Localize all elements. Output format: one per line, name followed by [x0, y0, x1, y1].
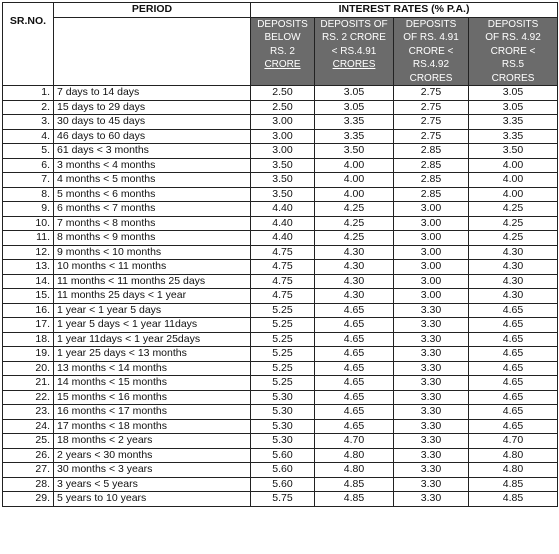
interest-rate-table	[2, 2, 558, 507]
rate-2cr-to-4-91cr-cell: 4.00	[315, 158, 394, 173]
rate-below-2cr-cell: 4.40	[251, 231, 315, 246]
sr-no-cell: 21.	[3, 376, 54, 391]
rate-below-2cr-cell: 3.50	[251, 173, 315, 188]
header-line: CRORE	[264, 59, 301, 70]
rate-4-91cr-to-4-92cr-cell: 3.30	[394, 492, 469, 507]
rate-4-91cr-to-4-92cr-cell: 2.75	[394, 115, 469, 130]
rate-2cr-to-4-91cr-cell: 3.50	[315, 144, 394, 159]
sr-no-cell: 7.	[3, 173, 54, 188]
period-cell: 30 days to 45 days	[54, 115, 251, 130]
period-cell: 30 months < 3 years	[54, 463, 251, 478]
table-header	[3, 3, 558, 86]
sr-no-cell: 2.	[3, 100, 54, 115]
rate-4-91cr-to-4-92cr-cell: 3.30	[394, 376, 469, 391]
table-row	[3, 492, 558, 507]
rate-below-2cr-cell: 2.50	[251, 86, 315, 101]
rate-2cr-to-4-91cr-cell: 4.80	[315, 463, 394, 478]
period-cell: 8 months < 9 months	[54, 231, 251, 246]
sr-no-cell: 11.	[3, 231, 54, 246]
header-line: OF RS. 4.92	[485, 32, 541, 43]
period-cell: 15 days to 29 days	[54, 100, 251, 115]
period-cell: 5 months < 6 months	[54, 187, 251, 202]
rate-4-92cr-to-5cr-cell: 4.30	[469, 274, 558, 289]
table-row	[3, 245, 558, 260]
rate-4-92cr-to-5cr-cell: 4.80	[469, 463, 558, 478]
rate-4-91cr-to-4-92cr-cell: 3.30	[394, 390, 469, 405]
sr-no-cell: 27.	[3, 463, 54, 478]
rate-4-91cr-to-4-92cr-cell: 3.30	[394, 332, 469, 347]
table-row	[3, 419, 558, 434]
period-cell: 14 months < 15 months	[54, 376, 251, 391]
rate-2cr-to-4-91cr-cell: 4.30	[315, 260, 394, 275]
rate-4-92cr-to-5cr-cell: 4.00	[469, 158, 558, 173]
rate-below-2cr-cell: 5.60	[251, 463, 315, 478]
rate-4-92cr-to-5cr-cell: 4.65	[469, 318, 558, 333]
header-sr-no: SR.NO.	[3, 3, 54, 86]
rate-2cr-to-4-91cr-cell: 4.25	[315, 202, 394, 217]
rate-4-92cr-to-5cr-cell: 4.25	[469, 216, 558, 231]
rate-4-92cr-to-5cr-cell: 4.30	[469, 289, 558, 304]
table-row	[3, 144, 558, 159]
header-deposits-4-92cr-to-5cr	[469, 17, 558, 86]
rate-below-2cr-cell: 5.60	[251, 477, 315, 492]
rate-2cr-to-4-91cr-cell: 4.30	[315, 289, 394, 304]
period-cell: 6 months < 7 months	[54, 202, 251, 217]
rate-below-2cr-cell: 5.25	[251, 361, 315, 376]
period-cell: 61 days < 3 months	[54, 144, 251, 159]
rate-4-91cr-to-4-92cr-cell: 2.85	[394, 187, 469, 202]
period-cell: 1 year 5 days < 1 year 11days	[54, 318, 251, 333]
sr-no-cell: 10.	[3, 216, 54, 231]
table-row	[3, 463, 558, 478]
sr-no-cell: 22.	[3, 390, 54, 405]
rate-4-92cr-to-5cr-cell: 4.65	[469, 405, 558, 420]
rate-2cr-to-4-91cr-cell: 4.00	[315, 173, 394, 188]
rate-4-91cr-to-4-92cr-cell: 3.30	[394, 405, 469, 420]
rate-4-92cr-to-5cr-cell: 4.80	[469, 448, 558, 463]
table-row	[3, 173, 558, 188]
table-body	[3, 86, 558, 507]
rate-below-2cr-cell: 3.00	[251, 115, 315, 130]
table-row	[3, 448, 558, 463]
rate-4-92cr-to-5cr-cell: 4.65	[469, 390, 558, 405]
table-row	[3, 318, 558, 333]
header-line: CRORES	[332, 59, 376, 70]
period-cell: 11 months < 11 months 25 days	[54, 274, 251, 289]
rate-4-92cr-to-5cr-cell: 3.35	[469, 115, 558, 130]
header-line: BELOW	[264, 32, 301, 43]
sr-no-cell: 12.	[3, 245, 54, 260]
rate-4-92cr-to-5cr-cell: 4.25	[469, 202, 558, 217]
rate-4-92cr-to-5cr-cell: 4.25	[469, 231, 558, 246]
header-period-blank	[54, 17, 251, 86]
rate-2cr-to-4-91cr-cell: 4.85	[315, 477, 394, 492]
rate-4-91cr-to-4-92cr-cell: 3.30	[394, 434, 469, 449]
header-line: RS. 2	[269, 45, 295, 57]
rate-4-91cr-to-4-92cr-cell: 3.30	[394, 463, 469, 478]
rate-4-92cr-to-5cr-cell: 3.35	[469, 129, 558, 144]
rate-4-92cr-to-5cr-cell: 4.65	[469, 419, 558, 434]
rate-4-91cr-to-4-92cr-cell: 3.30	[394, 318, 469, 333]
sr-no-cell: 5.	[3, 144, 54, 159]
rate-below-2cr-cell: 5.25	[251, 318, 315, 333]
sr-no-cell: 29.	[3, 492, 54, 507]
sr-no-cell: 4.	[3, 129, 54, 144]
rate-4-92cr-to-5cr-cell: 4.70	[469, 434, 558, 449]
rate-2cr-to-4-91cr-cell: 4.65	[315, 390, 394, 405]
header-row-main	[3, 3, 558, 18]
period-cell: 3 months < 4 months	[54, 158, 251, 173]
rate-4-91cr-to-4-92cr-cell: 3.00	[394, 216, 469, 231]
table-row	[3, 405, 558, 420]
rate-4-91cr-to-4-92cr-cell: 2.75	[394, 129, 469, 144]
rate-below-2cr-cell: 5.25	[251, 347, 315, 362]
period-cell: 11 months 25 days < 1 year	[54, 289, 251, 304]
table-row	[3, 477, 558, 492]
header-period: PERIOD	[54, 3, 251, 18]
table-row	[3, 216, 558, 231]
period-cell: 1 year 25 days < 13 months	[54, 347, 251, 362]
rate-4-92cr-to-5cr-cell: 4.65	[469, 361, 558, 376]
rate-4-92cr-to-5cr-cell: 4.30	[469, 245, 558, 260]
rate-2cr-to-4-91cr-cell: 4.65	[315, 318, 394, 333]
rate-4-92cr-to-5cr-cell: 3.05	[469, 100, 558, 115]
rate-4-91cr-to-4-92cr-cell: 3.00	[394, 289, 469, 304]
rate-2cr-to-4-91cr-cell: 4.65	[315, 332, 394, 347]
sr-no-cell: 8.	[3, 187, 54, 202]
rate-4-91cr-to-4-92cr-cell: 3.30	[394, 361, 469, 376]
table-row	[3, 347, 558, 362]
rate-2cr-to-4-91cr-cell: 4.65	[315, 303, 394, 318]
rate-2cr-to-4-91cr-cell: 4.80	[315, 448, 394, 463]
rate-4-92cr-to-5cr-cell: 4.00	[469, 173, 558, 188]
table-row	[3, 361, 558, 376]
rate-4-92cr-to-5cr-cell: 4.65	[469, 376, 558, 391]
rate-2cr-to-4-91cr-cell: 3.35	[315, 115, 394, 130]
table-row	[3, 274, 558, 289]
sr-no-cell: 13.	[3, 260, 54, 275]
rate-4-92cr-to-5cr-cell: 4.00	[469, 187, 558, 202]
rate-2cr-to-4-91cr-cell: 4.85	[315, 492, 394, 507]
header-line: DEPOSITS OF	[320, 18, 388, 30]
period-cell: 17 months < 18 months	[54, 419, 251, 434]
header-line: DEPOSITS	[257, 18, 308, 30]
rate-4-91cr-to-4-92cr-cell: 3.30	[394, 347, 469, 362]
header-line: < RS.4.91	[331, 45, 377, 57]
rate-4-92cr-to-5cr-cell: 4.85	[469, 492, 558, 507]
period-cell: 3 years < 5 years	[54, 477, 251, 492]
sr-no-cell: 9.	[3, 202, 54, 217]
rate-4-92cr-to-5cr-cell: 4.65	[469, 347, 558, 362]
rate-4-91cr-to-4-92cr-cell: 3.00	[394, 202, 469, 217]
rate-2cr-to-4-91cr-cell: 4.70	[315, 434, 394, 449]
rate-4-91cr-to-4-92cr-cell: 3.00	[394, 245, 469, 260]
rate-below-2cr-cell: 4.75	[251, 260, 315, 275]
sr-no-cell: 23.	[3, 405, 54, 420]
rate-4-92cr-to-5cr-cell: 4.30	[469, 260, 558, 275]
header-line: CRORES	[409, 72, 453, 84]
header-line: RS.5	[501, 59, 525, 70]
rate-below-2cr-cell: 5.30	[251, 434, 315, 449]
table-row	[3, 332, 558, 347]
rate-2cr-to-4-91cr-cell: 4.00	[315, 187, 394, 202]
sr-no-cell: 3.	[3, 115, 54, 130]
sr-no-cell: 14.	[3, 274, 54, 289]
header-line: RS.4.92	[412, 59, 450, 70]
rate-below-2cr-cell: 4.75	[251, 245, 315, 260]
rate-below-2cr-cell: 4.75	[251, 274, 315, 289]
header-deposits-4-91cr-to-4-92cr	[394, 17, 469, 86]
sr-no-cell: 6.	[3, 158, 54, 173]
sr-no-cell: 16.	[3, 303, 54, 318]
header-deposits-below-2cr	[251, 17, 315, 86]
period-cell: 7 days to 14 days	[54, 86, 251, 101]
rate-4-92cr-to-5cr-cell: 4.65	[469, 332, 558, 347]
rate-2cr-to-4-91cr-cell: 4.65	[315, 419, 394, 434]
rate-below-2cr-cell: 5.75	[251, 492, 315, 507]
rate-2cr-to-4-91cr-cell: 4.65	[315, 405, 394, 420]
rate-2cr-to-4-91cr-cell: 3.05	[315, 86, 394, 101]
header-line: RS. 2 CRORE	[322, 32, 386, 43]
rate-below-2cr-cell: 3.00	[251, 129, 315, 144]
rate-4-92cr-to-5cr-cell: 4.65	[469, 303, 558, 318]
rate-4-92cr-to-5cr-cell: 4.85	[469, 477, 558, 492]
header-deposits-2cr-to-4-91cr	[315, 17, 394, 86]
period-cell: 2 years < 30 months	[54, 448, 251, 463]
sr-no-cell: 18.	[3, 332, 54, 347]
rate-4-91cr-to-4-92cr-cell: 2.85	[394, 144, 469, 159]
rate-below-2cr-cell: 2.50	[251, 100, 315, 115]
rate-below-2cr-cell: 5.30	[251, 419, 315, 434]
rate-2cr-to-4-91cr-cell: 4.25	[315, 216, 394, 231]
rate-below-2cr-cell: 3.50	[251, 158, 315, 173]
rate-below-2cr-cell: 5.60	[251, 448, 315, 463]
rate-4-91cr-to-4-92cr-cell: 3.00	[394, 274, 469, 289]
rate-below-2cr-cell: 5.30	[251, 405, 315, 420]
period-cell: 9 months < 10 months	[54, 245, 251, 260]
rate-2cr-to-4-91cr-cell: 4.65	[315, 347, 394, 362]
table-row	[3, 260, 558, 275]
rate-below-2cr-cell: 5.25	[251, 303, 315, 318]
period-cell: 10 months < 11 months	[54, 260, 251, 275]
table-row	[3, 202, 558, 217]
rate-4-91cr-to-4-92cr-cell: 3.30	[394, 477, 469, 492]
table-row	[3, 390, 558, 405]
period-cell: 1 year 11days < 1 year 25days	[54, 332, 251, 347]
period-cell: 4 months < 5 months	[54, 173, 251, 188]
rate-2cr-to-4-91cr-cell: 4.25	[315, 231, 394, 246]
header-line: CRORES	[491, 72, 535, 84]
table-row	[3, 376, 558, 391]
sr-no-cell: 26.	[3, 448, 54, 463]
header-row-sub	[3, 17, 558, 86]
rate-below-2cr-cell: 4.40	[251, 202, 315, 217]
rate-2cr-to-4-91cr-cell: 4.65	[315, 361, 394, 376]
rate-4-91cr-to-4-92cr-cell: 2.85	[394, 173, 469, 188]
rate-below-2cr-cell: 4.75	[251, 289, 315, 304]
rate-below-2cr-cell: 5.25	[251, 376, 315, 391]
period-cell: 18 months < 2 years	[54, 434, 251, 449]
period-cell: 15 months < 16 months	[54, 390, 251, 405]
rate-4-91cr-to-4-92cr-cell: 2.75	[394, 86, 469, 101]
sr-no-cell: 19.	[3, 347, 54, 362]
rate-4-92cr-to-5cr-cell: 3.50	[469, 144, 558, 159]
header-line: OF RS. 4.91	[403, 32, 459, 43]
table-row	[3, 303, 558, 318]
sr-no-cell: 25.	[3, 434, 54, 449]
table-row	[3, 158, 558, 173]
period-cell: 5 years to 10 years	[54, 492, 251, 507]
rate-4-92cr-to-5cr-cell: 3.05	[469, 86, 558, 101]
rate-below-2cr-cell: 5.25	[251, 332, 315, 347]
rate-below-2cr-cell: 5.30	[251, 390, 315, 405]
rate-4-91cr-to-4-92cr-cell: 3.30	[394, 303, 469, 318]
sr-no-cell: 28.	[3, 477, 54, 492]
table-row	[3, 100, 558, 115]
rate-4-91cr-to-4-92cr-cell: 2.75	[394, 100, 469, 115]
period-cell: 46 days to 60 days	[54, 129, 251, 144]
period-cell: 16 months < 17 months	[54, 405, 251, 420]
interest-rate-table-container	[2, 2, 558, 507]
header-line: CRORE <	[490, 45, 536, 57]
rate-below-2cr-cell: 4.40	[251, 216, 315, 231]
header-interest-rates: INTEREST RATES (% P.A.)	[251, 3, 558, 18]
rate-2cr-to-4-91cr-cell: 4.30	[315, 245, 394, 260]
rate-below-2cr-cell: 3.00	[251, 144, 315, 159]
header-line: CRORE <	[408, 45, 454, 57]
rate-2cr-to-4-91cr-cell: 4.65	[315, 376, 394, 391]
table-row	[3, 86, 558, 101]
sr-no-cell: 24.	[3, 419, 54, 434]
table-row	[3, 115, 558, 130]
rate-4-91cr-to-4-92cr-cell: 2.85	[394, 158, 469, 173]
header-line: DEPOSITS	[405, 18, 457, 30]
rate-4-91cr-to-4-92cr-cell: 3.30	[394, 448, 469, 463]
sr-no-cell: 20.	[3, 361, 54, 376]
period-cell: 7 months < 8 months	[54, 216, 251, 231]
rate-2cr-to-4-91cr-cell: 3.05	[315, 100, 394, 115]
rate-4-91cr-to-4-92cr-cell: 3.00	[394, 231, 469, 246]
rate-4-91cr-to-4-92cr-cell: 3.00	[394, 260, 469, 275]
sr-no-cell: 15.	[3, 289, 54, 304]
rate-2cr-to-4-91cr-cell: 3.35	[315, 129, 394, 144]
table-row	[3, 231, 558, 246]
rate-2cr-to-4-91cr-cell: 4.30	[315, 274, 394, 289]
period-cell: 1 year < 1 year 5 days	[54, 303, 251, 318]
table-row	[3, 434, 558, 449]
header-line: DEPOSITS	[487, 18, 539, 30]
table-row	[3, 289, 558, 304]
table-row	[3, 187, 558, 202]
rate-4-91cr-to-4-92cr-cell: 3.30	[394, 419, 469, 434]
rate-below-2cr-cell: 3.50	[251, 187, 315, 202]
table-row	[3, 129, 558, 144]
sr-no-cell: 1.	[3, 86, 54, 101]
period-cell: 13 months < 14 months	[54, 361, 251, 376]
sr-no-cell: 17.	[3, 318, 54, 333]
